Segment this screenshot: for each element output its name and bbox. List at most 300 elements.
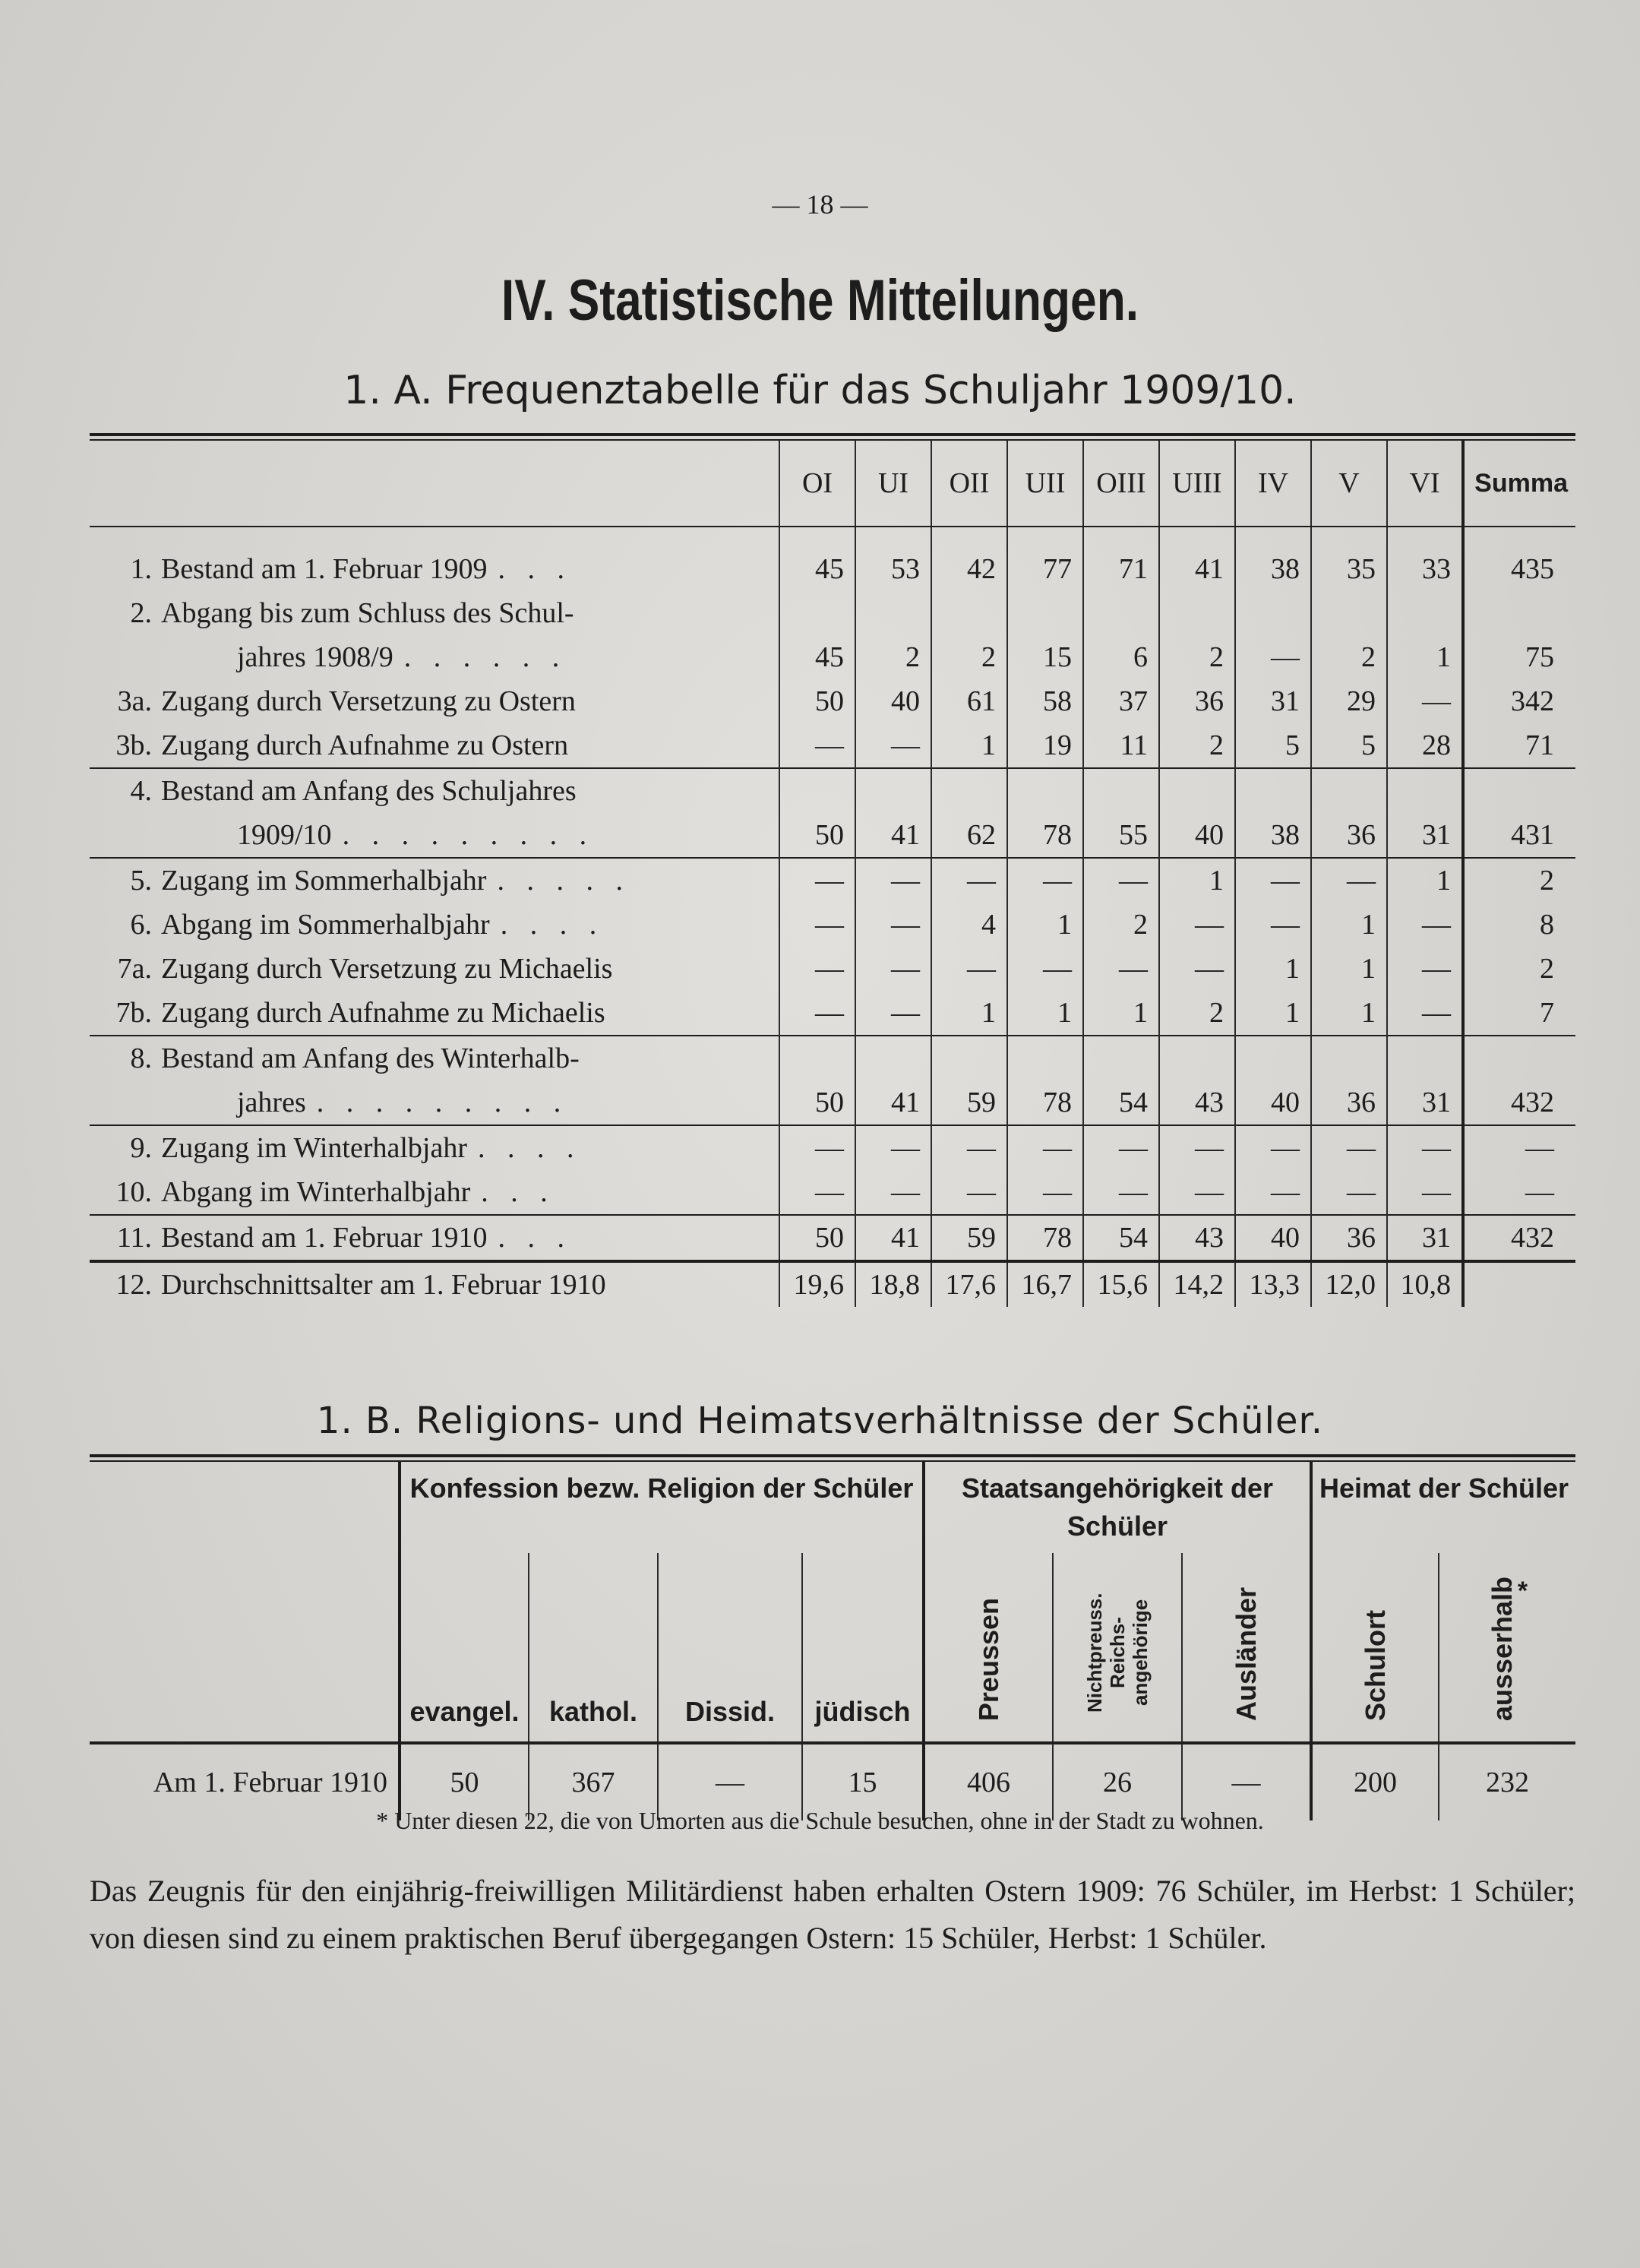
cell-value: — bbox=[779, 1170, 855, 1215]
cell-value: 29 bbox=[1311, 679, 1387, 723]
cell-value: 45 bbox=[779, 547, 855, 591]
cell-sum: — bbox=[1463, 1170, 1575, 1215]
cell-value: — bbox=[1159, 947, 1235, 991]
cell-value: — bbox=[1007, 1170, 1083, 1215]
empty-cell bbox=[931, 768, 1007, 813]
col-dissid: Dissid. bbox=[658, 1553, 802, 1743]
empty-cell bbox=[1387, 1036, 1463, 1080]
empty-cell bbox=[1463, 1036, 1575, 1080]
row-label-header bbox=[90, 1462, 400, 1743]
cell-value: — bbox=[1387, 1125, 1463, 1170]
row-number: 2. bbox=[130, 597, 152, 629]
cell-value: 36 bbox=[1159, 679, 1235, 723]
row-label-text-2: 1909/10 bbox=[237, 819, 332, 851]
col-ausserhalb-cell bbox=[1439, 1553, 1575, 1743]
group-konfession: Konfession bezw. Religion der Schüler bbox=[400, 1462, 924, 1553]
empty-cell bbox=[1311, 768, 1387, 813]
cell-value: — bbox=[855, 1125, 931, 1170]
cell-value: 2 bbox=[1083, 903, 1159, 947]
asterisk-mark: * bbox=[1517, 1576, 1528, 1605]
row-label bbox=[90, 1125, 779, 1170]
cell-value: 50 bbox=[779, 1080, 855, 1125]
cell-value: — bbox=[1311, 858, 1387, 903]
row-label bbox=[90, 947, 779, 991]
cell-value: 55 bbox=[1083, 813, 1159, 858]
cell-value: — bbox=[1387, 679, 1463, 723]
cell-value: 28 bbox=[1387, 723, 1463, 768]
group-heimat: Heimat der Schüler bbox=[1311, 1462, 1575, 1553]
cell-sum: 7 bbox=[1463, 991, 1575, 1036]
table-row bbox=[90, 1080, 1575, 1125]
empty-cell bbox=[1311, 591, 1387, 635]
cell-value: — bbox=[1235, 858, 1311, 903]
leader-dots: . . . . . . . . . bbox=[342, 819, 595, 851]
page-number: — 18 — bbox=[772, 189, 868, 220]
empty-cell bbox=[855, 768, 931, 813]
cell-value: — bbox=[855, 858, 931, 903]
cell-value: 2 bbox=[1159, 991, 1235, 1036]
value-evangel: 50 bbox=[400, 1743, 529, 1820]
leader-dots: . . . bbox=[481, 1176, 555, 1208]
row-label bbox=[90, 547, 779, 591]
row-label-continued bbox=[90, 1080, 779, 1125]
cell-value: 13,3 bbox=[1235, 1261, 1311, 1307]
empty-cell bbox=[1159, 1036, 1235, 1080]
row-number: 8. bbox=[130, 1042, 152, 1074]
frequency-table bbox=[90, 441, 1575, 1307]
cell-value: 4 bbox=[931, 903, 1007, 947]
cell-value: 37 bbox=[1083, 679, 1159, 723]
cell-value: 6 bbox=[1083, 635, 1159, 679]
col-auslaender-cell bbox=[1182, 1553, 1311, 1743]
cell-value: 71 bbox=[1083, 547, 1159, 591]
cell-value: — bbox=[855, 991, 931, 1036]
col-juedisch: jüdisch bbox=[802, 1553, 924, 1743]
cell-value: 54 bbox=[1083, 1215, 1159, 1261]
cell-value: 31 bbox=[1387, 1080, 1463, 1125]
row-label-text: Bestand am 1. Februar 1910 bbox=[161, 1222, 488, 1254]
value-preussen: 406 bbox=[924, 1743, 1053, 1820]
cell-value: 50 bbox=[779, 679, 855, 723]
section-title-b: 1. B. Religions- und Heimatsverhältnisse der Schüler. bbox=[316, 1400, 1324, 1442]
cell-value: — bbox=[779, 947, 855, 991]
value-kathol: 367 bbox=[529, 1743, 658, 1820]
cell-value: — bbox=[1083, 1125, 1159, 1170]
cell-value: 11 bbox=[1083, 723, 1159, 768]
cell-value: — bbox=[1083, 858, 1159, 903]
empty-cell bbox=[1159, 768, 1235, 813]
col-schulort: Schulort bbox=[1359, 1609, 1391, 1721]
cell-value: — bbox=[779, 1125, 855, 1170]
cell-value: 78 bbox=[1007, 1080, 1083, 1125]
cell-value: 1 bbox=[1083, 991, 1159, 1036]
cell-value: 31 bbox=[1387, 813, 1463, 858]
row-number: 9. bbox=[130, 1132, 152, 1164]
cell-value: 41 bbox=[1159, 547, 1235, 591]
cell-value: 10,8 bbox=[1387, 1261, 1463, 1307]
value-schulort: 200 bbox=[1311, 1743, 1439, 1820]
table-row bbox=[90, 903, 1575, 947]
col-header: OII bbox=[931, 441, 1007, 527]
cell-value: 43 bbox=[1159, 1080, 1235, 1125]
header-row bbox=[90, 441, 1575, 527]
cell-sum: 2 bbox=[1463, 858, 1575, 903]
cell-value: 40 bbox=[1159, 813, 1235, 858]
cell-value: 1 bbox=[1159, 858, 1235, 903]
row-label-text: Abgang bis zum Schluss des Schul- bbox=[161, 597, 574, 629]
cell-value: 41 bbox=[855, 1215, 931, 1261]
row-number: 6. bbox=[130, 909, 152, 941]
empty-cell bbox=[779, 768, 855, 813]
row-number: 4. bbox=[130, 775, 152, 807]
row-label bbox=[90, 723, 779, 768]
cell-sum bbox=[1463, 1261, 1575, 1307]
empty-cell bbox=[1235, 1036, 1311, 1080]
cell-value: 2 bbox=[931, 635, 1007, 679]
row-label bbox=[90, 858, 779, 903]
col-ausserhalb: ausserhalb bbox=[1486, 1576, 1518, 1721]
spacer-cell bbox=[931, 527, 1007, 547]
row-label bbox=[90, 1170, 779, 1215]
cell-value: — bbox=[1387, 1170, 1463, 1215]
row-number: 11. bbox=[116, 1222, 152, 1254]
cell-sum: — bbox=[1463, 1125, 1575, 1170]
cell-value: 36 bbox=[1311, 813, 1387, 858]
cell-value: 59 bbox=[931, 1215, 1007, 1261]
cell-sum: 432 bbox=[1463, 1080, 1575, 1125]
value-juedisch: 15 bbox=[802, 1743, 924, 1820]
cell-value: 15 bbox=[1007, 635, 1083, 679]
cell-value: 19 bbox=[1007, 723, 1083, 768]
row-label bbox=[90, 991, 779, 1036]
cell-value: 35 bbox=[1311, 547, 1387, 591]
leader-dots: . . . bbox=[498, 553, 573, 585]
cell-value: 1 bbox=[931, 723, 1007, 768]
col-header: V bbox=[1311, 441, 1387, 527]
leader-dots: . . . . bbox=[478, 1132, 582, 1164]
table-row bbox=[90, 1215, 1575, 1261]
cell-value: 58 bbox=[1007, 679, 1083, 723]
cell-value: 38 bbox=[1235, 547, 1311, 591]
spacer-cell bbox=[1387, 527, 1463, 547]
cell-value: 14,2 bbox=[1159, 1261, 1235, 1307]
cell-sum: 435 bbox=[1463, 547, 1575, 591]
cell-value: 5 bbox=[1311, 723, 1387, 768]
empty-cell bbox=[1387, 768, 1463, 813]
col-kathol: kathol. bbox=[529, 1553, 658, 1743]
empty-cell bbox=[1083, 591, 1159, 635]
section-title-a: 1. A. Frequenztabelle für das Schuljahr 1909/10. bbox=[343, 368, 1297, 413]
rule-top-b bbox=[90, 1454, 1575, 1457]
cell-value: — bbox=[779, 903, 855, 947]
group-staatsangehoerigkeit: Staatsangehörigkeit der Schüler bbox=[924, 1462, 1311, 1553]
cell-value: — bbox=[1387, 903, 1463, 947]
spacer-cell bbox=[1463, 527, 1575, 547]
cell-value: 78 bbox=[1007, 1215, 1083, 1261]
cell-value: 2 bbox=[855, 635, 931, 679]
row-label-text: Bestand am Anfang des Schuljahres bbox=[161, 775, 577, 807]
table-row bbox=[90, 635, 1575, 679]
cell-value: — bbox=[1007, 1125, 1083, 1170]
cell-value: — bbox=[855, 723, 931, 768]
cell-value: 1 bbox=[1235, 991, 1311, 1036]
cell-value: — bbox=[1311, 1125, 1387, 1170]
cell-sum: 431 bbox=[1463, 813, 1575, 858]
table-row bbox=[90, 1036, 1575, 1080]
spacer-cell bbox=[1083, 527, 1159, 547]
leader-dots: . . . . . . . . . bbox=[316, 1087, 569, 1118]
cell-value: — bbox=[1235, 635, 1311, 679]
cell-sum: 71 bbox=[1463, 723, 1575, 768]
row-number: 3a. bbox=[117, 685, 152, 717]
cell-sum: 8 bbox=[1463, 903, 1575, 947]
empty-cell bbox=[779, 1036, 855, 1080]
table-row bbox=[90, 547, 1575, 591]
cell-value: — bbox=[1311, 1170, 1387, 1215]
empty-cell bbox=[1463, 768, 1575, 813]
cell-value: — bbox=[1387, 947, 1463, 991]
row-label-text: Zugang durch Aufnahme zu Michaelis bbox=[161, 997, 605, 1029]
cell-value: 19,6 bbox=[779, 1261, 855, 1307]
cell-value: 62 bbox=[931, 813, 1007, 858]
spacer-cell bbox=[1159, 527, 1235, 547]
cell-value: 1 bbox=[1311, 947, 1387, 991]
row-number: 10. bbox=[115, 1176, 152, 1208]
cell-value: 40 bbox=[1235, 1080, 1311, 1125]
cell-value: 18,8 bbox=[855, 1261, 931, 1307]
row-label-continued bbox=[90, 813, 779, 858]
table-row bbox=[90, 1125, 1575, 1170]
cell-value: 78 bbox=[1007, 813, 1083, 858]
table-row bbox=[90, 813, 1575, 858]
row-label-text: Bestand am Anfang des Winterhalb- bbox=[161, 1042, 580, 1074]
value-nichtpreussen: 26 bbox=[1053, 1743, 1182, 1820]
spacer-row bbox=[90, 527, 1575, 547]
row-number: 7b. bbox=[115, 997, 152, 1029]
cell-value: — bbox=[1007, 947, 1083, 991]
row-label bbox=[90, 768, 779, 813]
cell-value: — bbox=[1235, 903, 1311, 947]
row-label-text: Zugang im Winterhalbjahr bbox=[161, 1132, 467, 1164]
empty-cell bbox=[1235, 768, 1311, 813]
table-row bbox=[90, 991, 1575, 1036]
cell-value: 42 bbox=[931, 547, 1007, 591]
cell-value: 31 bbox=[1387, 1215, 1463, 1261]
cell-value: — bbox=[855, 903, 931, 947]
religion-table bbox=[90, 1462, 1575, 1820]
leader-dots: . . . . . bbox=[497, 865, 630, 897]
row-label-text: Zugang durch Versetzung zu Michaelis bbox=[161, 953, 613, 985]
header-label-cell bbox=[90, 441, 779, 527]
sum-header: Summa bbox=[1463, 441, 1575, 527]
spacer-cell bbox=[855, 527, 931, 547]
empty-cell bbox=[1463, 591, 1575, 635]
cell-value: 50 bbox=[779, 1215, 855, 1261]
spacer-cell bbox=[90, 527, 779, 547]
value-ausserhalb: 232 bbox=[1439, 1743, 1575, 1820]
cell-value: 31 bbox=[1235, 679, 1311, 723]
empty-cell bbox=[779, 591, 855, 635]
row-label-text: Abgang im Sommerhalbjahr bbox=[161, 909, 490, 941]
col-preussen: Preussen bbox=[972, 1597, 1004, 1721]
cell-value: 2 bbox=[1159, 723, 1235, 768]
col-header: UI bbox=[855, 441, 931, 527]
row-label bbox=[90, 591, 779, 635]
page-title: IV. Statistische Mitteilungen. bbox=[501, 268, 1139, 333]
col-header: UIII bbox=[1159, 441, 1235, 527]
cell-value: 1 bbox=[1007, 903, 1083, 947]
empty-cell bbox=[1007, 1036, 1083, 1080]
empty-cell bbox=[1235, 591, 1311, 635]
cell-value: 17,6 bbox=[931, 1261, 1007, 1307]
cell-value: 40 bbox=[1235, 1215, 1311, 1261]
cell-value: — bbox=[1235, 1125, 1311, 1170]
row-label-text: Abgang im Winterhalbjahr bbox=[161, 1176, 471, 1208]
spacer-cell bbox=[1007, 527, 1083, 547]
row-label-text: Bestand am 1. Februar 1909 bbox=[161, 553, 488, 585]
empty-cell bbox=[931, 1036, 1007, 1080]
cell-sum: 342 bbox=[1463, 679, 1575, 723]
row-number: 1. bbox=[130, 553, 152, 585]
cell-value: 61 bbox=[931, 679, 1007, 723]
cell-value: 1 bbox=[1235, 947, 1311, 991]
cell-value: — bbox=[931, 858, 1007, 903]
row-label-text: Zugang im Sommerhalbjahr bbox=[161, 865, 487, 897]
rule-top-a bbox=[90, 433, 1575, 436]
row-label bbox=[90, 1036, 779, 1080]
empty-cell bbox=[1007, 591, 1083, 635]
cell-value: 12,0 bbox=[1311, 1261, 1387, 1307]
cell-value: 2 bbox=[1159, 635, 1235, 679]
row-label bbox=[90, 1261, 779, 1307]
cell-value: — bbox=[1083, 1170, 1159, 1215]
empty-cell bbox=[1007, 768, 1083, 813]
col-header: OI bbox=[779, 441, 855, 527]
empty-cell bbox=[855, 1036, 931, 1080]
row-number: 12. bbox=[115, 1269, 152, 1301]
table-row bbox=[90, 1170, 1575, 1215]
empty-cell bbox=[1311, 1036, 1387, 1080]
row-label-text-2: jahres 1908/9 bbox=[237, 641, 393, 673]
row-number: 7a. bbox=[117, 953, 152, 985]
empty-cell bbox=[1083, 768, 1159, 813]
cell-value: — bbox=[1387, 991, 1463, 1036]
cell-value: 33 bbox=[1387, 547, 1463, 591]
cell-value: 53 bbox=[855, 547, 931, 591]
cell-value: — bbox=[855, 1170, 931, 1215]
table-row bbox=[90, 679, 1575, 723]
value-auslaender: — bbox=[1182, 1743, 1311, 1820]
cell-value: — bbox=[931, 1125, 1007, 1170]
col-header: IV bbox=[1235, 441, 1311, 527]
leader-dots: . . . . . . bbox=[403, 641, 567, 673]
col-header: UII bbox=[1007, 441, 1083, 527]
cell-value: 41 bbox=[855, 1080, 931, 1125]
empty-cell bbox=[1083, 1036, 1159, 1080]
cell-value: 16,7 bbox=[1007, 1261, 1083, 1307]
col-auslaender: Ausländer bbox=[1230, 1586, 1262, 1721]
cell-sum: 75 bbox=[1463, 635, 1575, 679]
table-row bbox=[90, 1261, 1575, 1307]
empty-cell bbox=[855, 591, 931, 635]
row-label-text-2: jahres bbox=[237, 1087, 306, 1118]
table-row bbox=[90, 768, 1575, 813]
cell-value: 59 bbox=[931, 1080, 1007, 1125]
spacer-cell bbox=[779, 527, 855, 547]
col-nichtpreussen: Nichtpreuss. Reichs-angehörige bbox=[1083, 1593, 1152, 1713]
value-dissid: — bbox=[658, 1743, 802, 1820]
leader-dots: . . . bbox=[498, 1222, 573, 1254]
cell-sum: 432 bbox=[1463, 1215, 1575, 1261]
row-label-text: Zugang durch Versetzung zu Ostern bbox=[161, 685, 576, 717]
row-number: 3b. bbox=[115, 729, 152, 761]
cell-value: 77 bbox=[1007, 547, 1083, 591]
cell-value: — bbox=[1083, 947, 1159, 991]
table-row bbox=[90, 947, 1575, 991]
cell-value: — bbox=[779, 991, 855, 1036]
cell-value: — bbox=[931, 1170, 1007, 1215]
row-label-text: Zugang durch Aufnahme zu Ostern bbox=[161, 729, 569, 761]
cell-value: 1 bbox=[1387, 858, 1463, 903]
cell-value: 15,6 bbox=[1083, 1261, 1159, 1307]
cell-value: 38 bbox=[1235, 813, 1311, 858]
cell-value: — bbox=[1235, 1170, 1311, 1215]
cell-value: — bbox=[855, 947, 931, 991]
cell-value: — bbox=[1007, 858, 1083, 903]
cell-value: 50 bbox=[779, 813, 855, 858]
cell-value: 5 bbox=[1235, 723, 1311, 768]
row-label bbox=[90, 903, 779, 947]
spacer-cell bbox=[1311, 527, 1387, 547]
cell-value: 1 bbox=[1311, 903, 1387, 947]
cell-value: 1 bbox=[1387, 635, 1463, 679]
cell-value: — bbox=[779, 723, 855, 768]
row-label bbox=[90, 1215, 779, 1261]
cell-value: 1 bbox=[931, 991, 1007, 1036]
cell-value: — bbox=[931, 947, 1007, 991]
cell-value: 1 bbox=[1311, 991, 1387, 1036]
table-row bbox=[90, 723, 1575, 768]
table-row bbox=[90, 591, 1575, 635]
col-preussen-cell bbox=[924, 1553, 1053, 1743]
row-label: Am 1. Februar 1910 bbox=[90, 1743, 400, 1820]
empty-cell bbox=[931, 591, 1007, 635]
leader-dots: . . . . bbox=[500, 909, 605, 941]
spacer-cell bbox=[1235, 527, 1311, 547]
empty-cell bbox=[1159, 591, 1235, 635]
cell-value: 1 bbox=[1007, 991, 1083, 1036]
row-number: 5. bbox=[130, 865, 152, 897]
cell-value: 43 bbox=[1159, 1215, 1235, 1261]
cell-value: 41 bbox=[855, 813, 931, 858]
cell-value: — bbox=[1159, 1125, 1235, 1170]
cell-sum: 2 bbox=[1463, 947, 1575, 991]
row-label-continued bbox=[90, 635, 779, 679]
col-header: OIII bbox=[1083, 441, 1159, 527]
cell-value: 2 bbox=[1311, 635, 1387, 679]
table-row bbox=[90, 858, 1575, 903]
row-label-text: Durchschnittsalter am 1. Februar 1910 bbox=[161, 1269, 606, 1301]
cell-value: 40 bbox=[855, 679, 931, 723]
closing-paragraph: Das Zeugnis für den einjährig-freiwilligen Militärdienst haben erhalten Ostern 1909: 76 Schüler, im Herbst: 1 Schüler; von diesen sind zu einem praktischen Beruf übergegangen Ostern: 15 Schüler, Herbst: 1 Schüler. bbox=[90, 1874, 1575, 1955]
cell-value: — bbox=[779, 858, 855, 903]
col-nichtpreussen-cell bbox=[1053, 1553, 1182, 1743]
footnote: * Unter diesen 22, die von Umorten aus die Schule besuchen, ohne in der Stadt zu wohnen. bbox=[376, 1807, 1264, 1834]
empty-cell bbox=[1387, 591, 1463, 635]
cell-value: 36 bbox=[1311, 1215, 1387, 1261]
row-label bbox=[90, 679, 779, 723]
col-header: VI bbox=[1387, 441, 1463, 527]
